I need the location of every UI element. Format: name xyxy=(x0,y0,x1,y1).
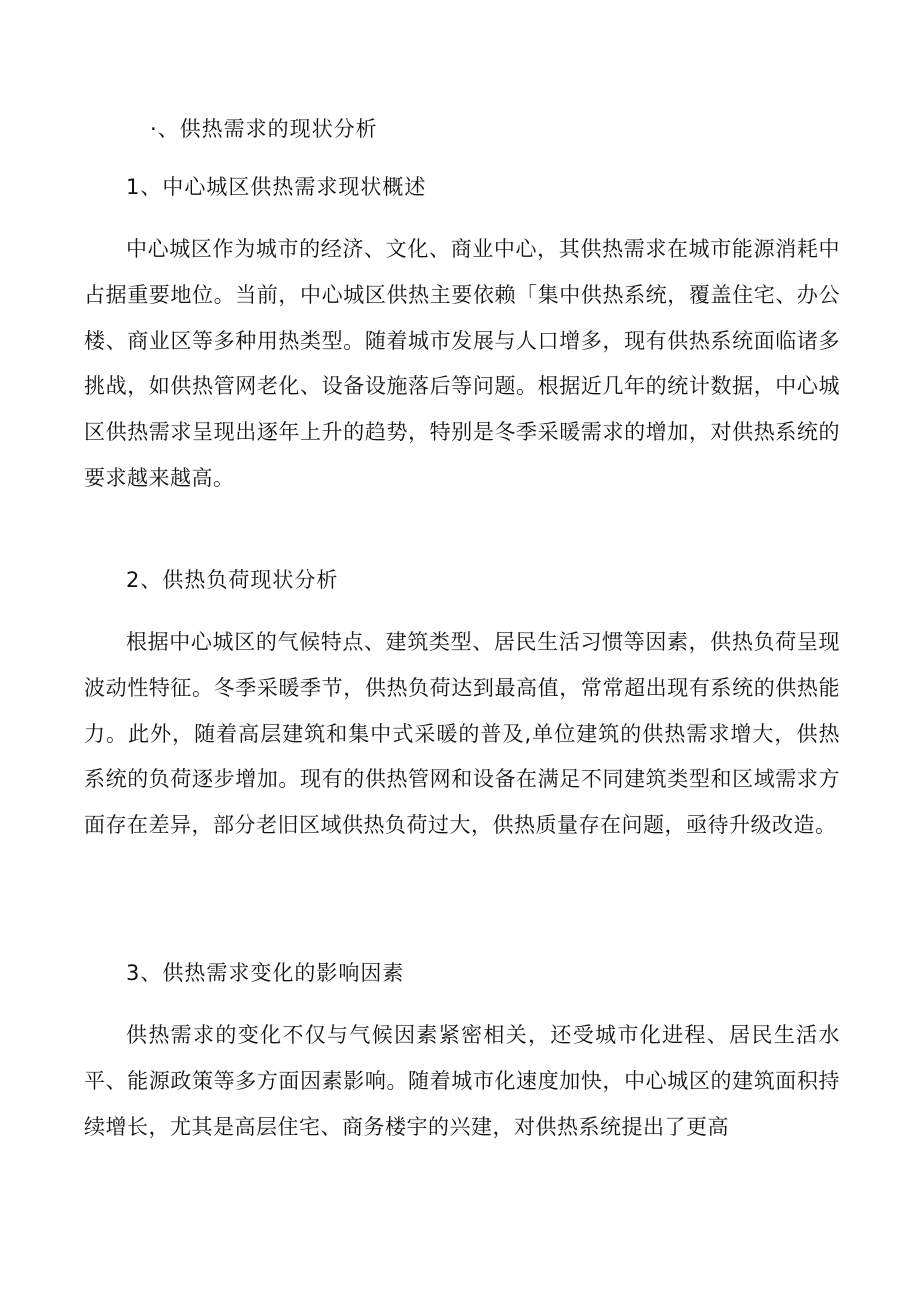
subsection-heading-3: 3、供热需求变化的影响因素 xyxy=(126,961,405,985)
subsection-heading-2: 2、供热负荷现状分析 xyxy=(126,568,339,592)
subsection-heading-1: 1、中心城区供热需求现状概述 xyxy=(126,175,427,199)
subsection-paragraph-1: 中心城区作为城市的经济、文化、商业中心，其供热需求在城市能源消耗中占据重要地位。当前，中心城区供热主要依赖「集中供热系统，覆盖住宅、办公楼、商业区等多种用热类型。随着城市发展与人口增多，现有供热系统面临诸多挑战，如供热管网老化、设备设施落后等问题。根据近几年的统计数据，中心城区供热需求呈现出逐年上升的趋势，特别是冬季采暖需求的增加，对供热系统的要求越来越高。 xyxy=(84,237,840,490)
subsection-paragraph-2: 根据中心城区的气候特点、建筑类型、居民生活习惯等因素，供热负荷呈现波动性特征。冬季采暖季节，供热负荷达到最高值，常常超出现有系统的供热能力。此外，随着高层建筑和集中式采暖的普及,单位建筑的供热需求增大，供热系统的负荷逐步增加。现有的供热管网和设备在满足不同建筑类型和区域需求方面存在差异，部分老旧区域供热负荷过大，供热质量存在问题，亟待升级改造。 xyxy=(84,630,840,838)
subsection-paragraph-3: 供热需求的变化不仅与气候因素紧密相关，还受城市化进程、居民生活水平、能源政策等多方面因素影响。随着城市化速度加快，中心城区的建筑面积持续增长，尤其是高层住宅、商务楼宇的兴建，对供热系统提出了更高 xyxy=(84,1023,840,1139)
section-heading: ·、供热需求的现状分析 xyxy=(150,117,378,141)
